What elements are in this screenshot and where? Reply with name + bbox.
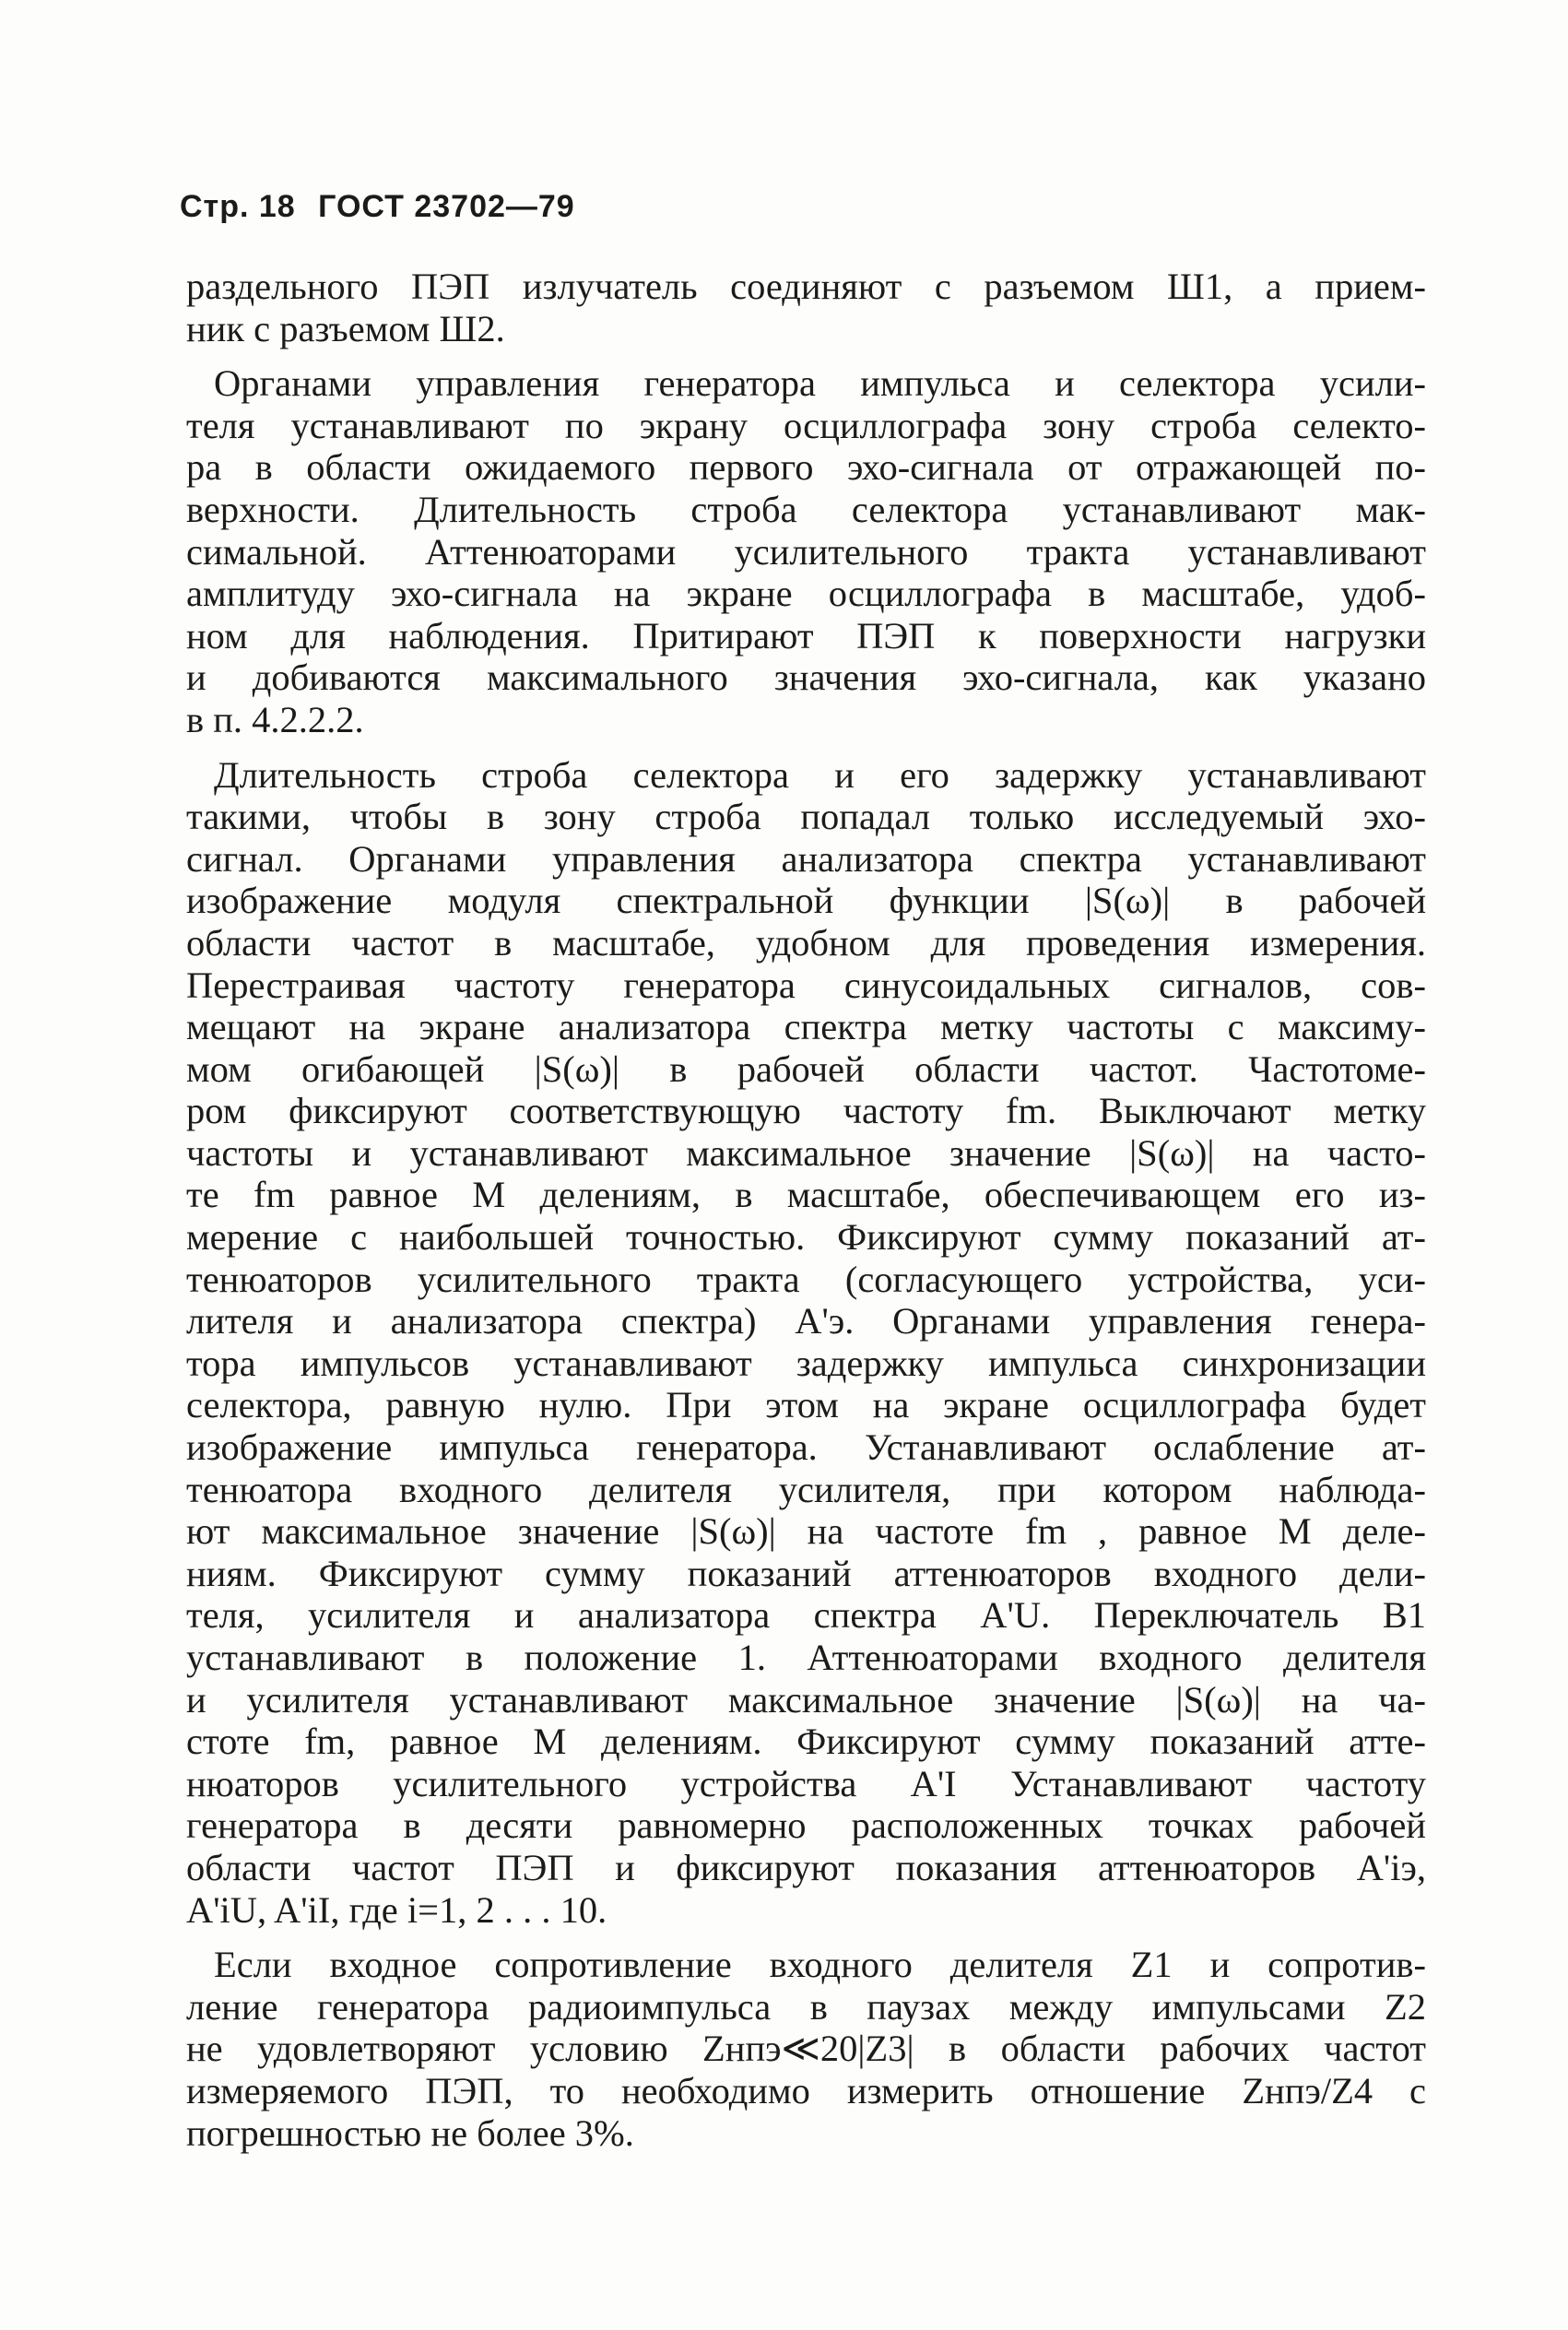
text-line: не удовлетворяют условию Zнпэ≪20|Z3| в области рабочих частот (186, 2028, 1426, 2070)
text-line: ют максимальное значение |S(ω)| на частоте fm , равное M деле- (186, 1510, 1426, 1553)
text-line: ном для наблюдения. Притирают ПЭП к поверхности нагрузки (186, 614, 1426, 656)
text-line: теля, усилителя и анализатора спектра A'U. Переключатель B1 (186, 1594, 1426, 1637)
body-text (186, 266, 1426, 2167)
text-line: тенюатора входного делителя усилителя, при котором наблюда- (186, 1468, 1426, 1510)
text-line: раздельного ПЭП излучатель соединяют с разъемом Ш1, а прием- (186, 266, 1426, 307)
text-line: нюаторов усилительного устройства A'I Устанавливают частоту (186, 1762, 1426, 1804)
text-line: генератора в десяти равномерно расположенных точках рабочей (186, 1804, 1426, 1847)
text-line: устанавливают в положение 1. Аттенюаторами входного делителя (186, 1637, 1426, 1678)
text-line: A'iU, A'iI, где i=1, 2 . . . 10. (186, 1888, 607, 1931)
text-line: Длительность строба селектора и его задержку устанавливают (214, 753, 1426, 796)
text-line: селектора, равную нулю. При этом на экране осциллографа будет (186, 1384, 1426, 1426)
text-line: изображение импульса генератора. Устанавливают ослабление ат- (186, 1426, 1426, 1469)
text-line: мом огибающей |S(ω)| в рабочей области частот. Частотоме- (186, 1047, 1426, 1090)
standard-code: ГОСТ 23702—79 (318, 189, 575, 224)
paragraph-3 (186, 754, 1426, 1932)
paragraph-1 (186, 266, 1426, 349)
text-line: Органами управления генератора импульса и селектора усили- (214, 362, 1426, 405)
text-line: ром фиксируют соответствующую частоту fm. Выключают метку (186, 1090, 1426, 1132)
text-line: такими, чтобы в зону строба попадал только исследуемый эхо- (186, 796, 1426, 838)
text-line: симальной. Аттенюаторами усилительного тракта устанавливают (186, 530, 1426, 573)
text-line: области частот ПЭП и фиксируют показания аттенюаторов A'iэ, (186, 1846, 1426, 1888)
text-line: верхности. Длительность строба селектора устанавливают мак- (186, 488, 1426, 530)
paragraph-4 (186, 1944, 1426, 2154)
text-line: мещают на экране анализатора спектра метку частоты с максиму- (186, 1006, 1426, 1048)
text-line: тенюаторов усилительного тракта (согласующего устройства, уси- (186, 1258, 1426, 1300)
text-line: теля устанавливают по экрану осциллографа зону строба селекто- (186, 404, 1426, 446)
text-line: ление генератора радиоимпульса в паузах между импульсами Z2 (186, 1985, 1426, 2028)
page-header (180, 189, 588, 225)
text-line: изображение модуля спектральной функции |S(ω)| в рабочей (186, 880, 1426, 922)
text-line: амплитуду эхо-сигнала на экране осциллографа в масштабе, удоб- (186, 573, 1426, 615)
text-line: ниям. Фиксируют сумму показаний аттенюаторов входного дели- (186, 1552, 1426, 1594)
text-line: Если входное сопротивление входного делителя Z1 и сопротив- (214, 1944, 1426, 1986)
text-line: стоте fm, равное M делениям. Фиксируют сумму показаний атте- (186, 1721, 1426, 1763)
page-number: Стр. 18 (180, 189, 296, 224)
text-line: мерение с наибольшей точностью. Фиксируют сумму показаний ат- (186, 1216, 1426, 1259)
text-line: и усилителя устанавливают максимальное значение |S(ω)| на ча- (186, 1678, 1426, 1721)
text-line: ник с разъемом Ш2. (186, 307, 505, 349)
text-line: частоты и устанавливают максимальное значение |S(ω)| на часто- (186, 1131, 1426, 1174)
text-line: области частот в масштабе, удобном для проведения измерения. (186, 921, 1426, 964)
text-line: тора импульсов устанавливают задержку импульса синхронизации (186, 1342, 1426, 1384)
text-line: Перестраивая частоту генератора синусоидальных сигналов, сов- (186, 964, 1426, 1006)
text-line: и добиваются максимального значения эхо-сигнала, как указано (186, 656, 1426, 699)
paragraph-2 (186, 362, 1426, 740)
text-line: измеряемого ПЭП, то необходимо измерить отношение Zнпэ/Z4 с (186, 2069, 1426, 2111)
text-line: те fm равное M делениям, в масштабе, обеспечивающем его из- (186, 1174, 1426, 1216)
text-line: ра в области ожидаемого первого эхо-сигнала от отражающей по- (186, 446, 1426, 489)
text-line: погрешностью не более 3%. (186, 2111, 634, 2154)
text-line: лителя и анализатора спектра) A'э. Органами управления генера- (186, 1300, 1426, 1342)
text-line: сигнал. Органами управления анализатора спектра устанавливают (186, 837, 1426, 880)
text-line: в п. 4.2.2.2. (186, 698, 364, 740)
